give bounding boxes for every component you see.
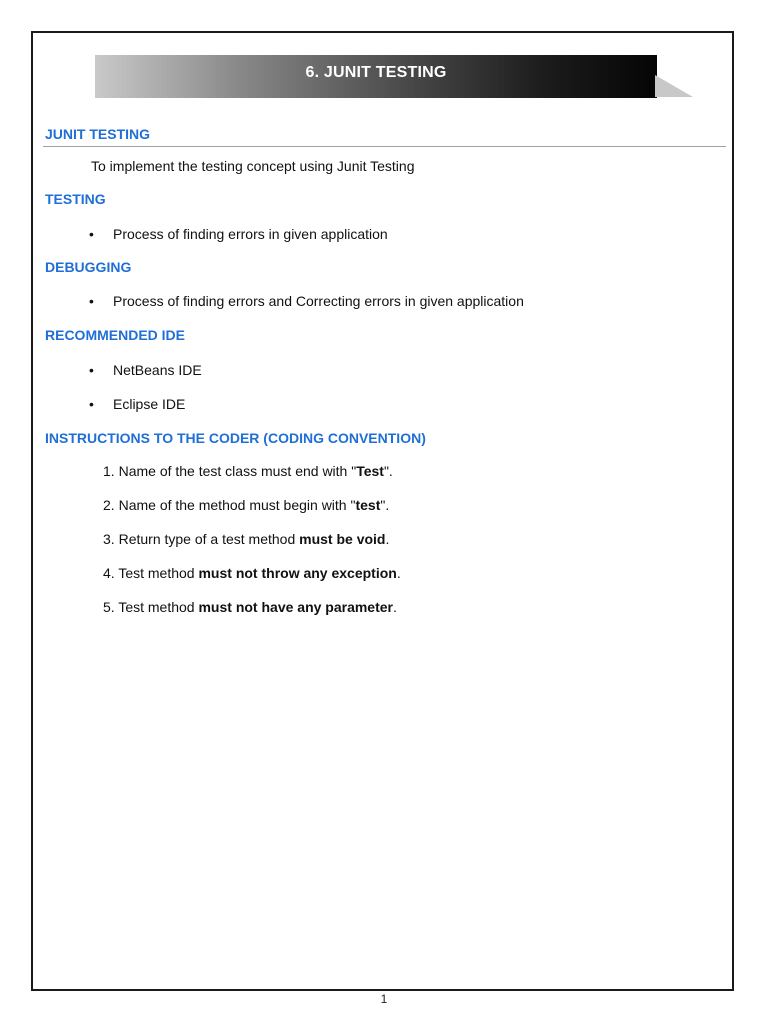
heading-recommended-ide: RECOMMENDED IDE bbox=[45, 327, 186, 343]
instruction-bold: must be void bbox=[299, 531, 386, 547]
heading-debugging: DEBUGGING bbox=[45, 259, 132, 275]
instruction-text-end: . bbox=[385, 531, 390, 547]
instruction-bold: Test bbox=[356, 463, 384, 479]
debugging-item: Process of finding errors and Correcting errors in given application bbox=[113, 293, 524, 309]
instruction-text-end: . bbox=[396, 565, 401, 581]
bullet-icon: • bbox=[89, 293, 94, 309]
instruction-number: 1. bbox=[103, 463, 115, 479]
instruction-number: 5. bbox=[103, 599, 115, 615]
instruction-text-end: . bbox=[393, 599, 397, 615]
heading-junit-testing: JUNIT TESTING bbox=[45, 126, 151, 142]
instruction-number: 2. bbox=[103, 497, 115, 513]
instruction-bold: test bbox=[355, 497, 381, 513]
instruction-bold: must not throw any exception bbox=[198, 565, 397, 581]
instruction-text: Return type of a test method bbox=[118, 531, 300, 547]
instruction-text: Name of the test class must end with " bbox=[118, 463, 357, 479]
instruction-number: 3. bbox=[103, 531, 115, 547]
junit-description: To implement the testing concept using Junit Testing bbox=[91, 158, 415, 174]
instruction-number: 4. bbox=[103, 565, 115, 581]
instruction-item bbox=[103, 531, 389, 547]
instruction-text: Test method bbox=[118, 565, 199, 581]
instruction-item bbox=[103, 565, 401, 581]
chapter-title: 6. JUNIT TESTING bbox=[305, 64, 447, 81]
heading-testing: TESTING bbox=[45, 191, 106, 207]
page-number: 1 bbox=[380, 992, 388, 1006]
instruction-text-end: ". bbox=[380, 497, 390, 513]
instruction-item bbox=[103, 497, 389, 513]
chapter-banner bbox=[95, 55, 657, 98]
bullet-icon: • bbox=[89, 396, 94, 412]
page-frame bbox=[31, 31, 734, 991]
instruction-item bbox=[103, 463, 393, 479]
heading-instructions: INSTRUCTIONS TO THE CODER (CODING CONVENTION) bbox=[45, 430, 426, 446]
instruction-bold: must not have any parameter bbox=[198, 599, 393, 615]
heading-rule bbox=[43, 146, 726, 147]
testing-item: Process of finding errors in given application bbox=[113, 226, 388, 242]
bullet-icon: • bbox=[89, 226, 94, 242]
banner-decoration bbox=[655, 75, 693, 97]
instruction-text: Test method bbox=[118, 599, 199, 615]
instruction-text: Name of the method must begin with " bbox=[118, 497, 356, 513]
bullet-icon: • bbox=[89, 362, 94, 378]
instruction-text-end: ". bbox=[383, 463, 393, 479]
ide-item-eclipse: Eclipse IDE bbox=[113, 396, 186, 412]
ide-item-netbeans: NetBeans IDE bbox=[113, 362, 202, 378]
instruction-item bbox=[103, 599, 397, 615]
